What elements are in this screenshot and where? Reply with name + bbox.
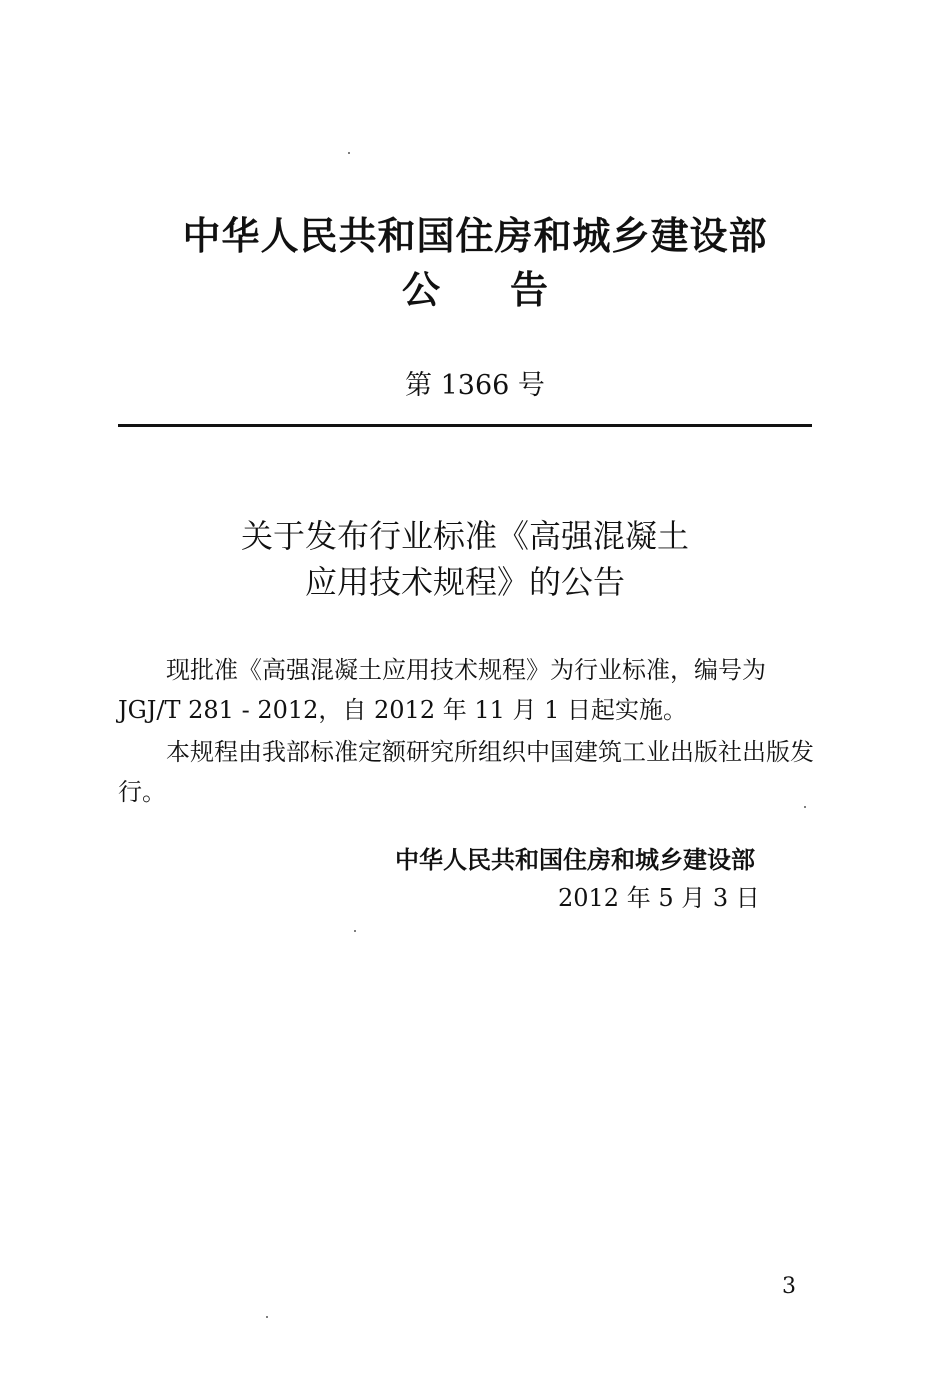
body-paragraph-publication: 本规程由我部标准定额研究所组织中国建筑工业出版社出版发行。: [118, 738, 814, 806]
page-number: 3: [782, 1274, 796, 1299]
issuer-signature: 中华人民共和国住房和城乡建设部: [395, 846, 755, 874]
issue-date: 2012 年 5 月 3 日: [558, 884, 760, 912]
announcement-heading-line-2: 应用技术规程》的公告: [304, 563, 625, 601]
header-divider: [118, 424, 812, 427]
scan-speck: [354, 930, 356, 932]
announcement-number: 第 1366 号: [405, 370, 545, 401]
scan-speck: [348, 152, 350, 154]
notice-title: 公告: [401, 268, 618, 312]
body-paragraph-approval: 现批准《高强混凝土应用技术规程》为行业标准，编号为 JGJ/T 281 - 2012，自 2012 年 11 月 1 日起实施。: [118, 656, 766, 724]
scan-speck: [266, 1316, 268, 1318]
announcement-heading-line-1: 关于发布行业标准《高强混凝土: [240, 517, 689, 555]
ministry-title: 中华人民共和国住房和城乡建设部: [182, 214, 768, 258]
